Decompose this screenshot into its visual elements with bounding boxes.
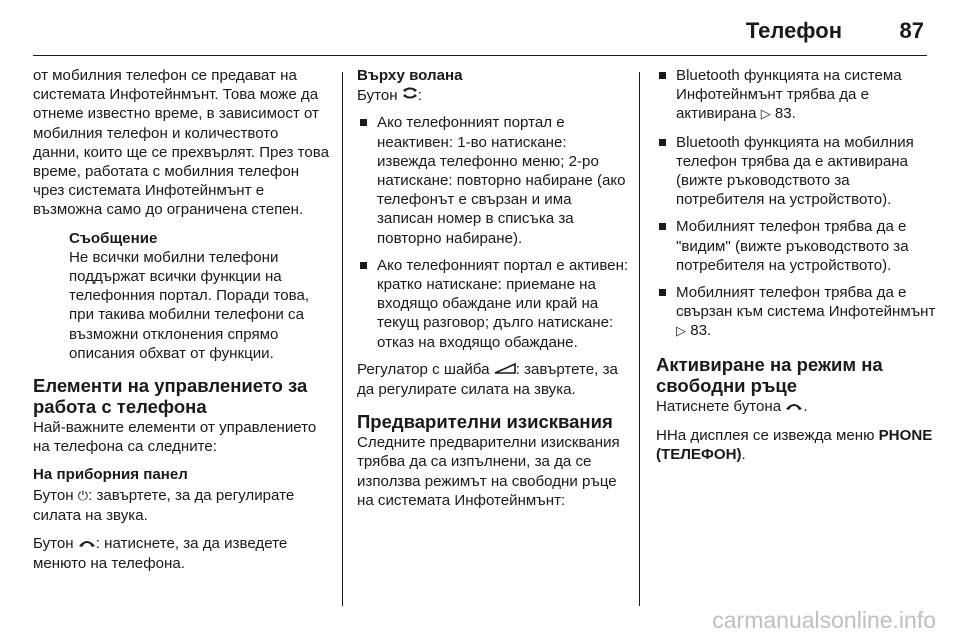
steering-button-list bbox=[357, 113, 629, 351]
heading-steering-wheel: Върху волана bbox=[357, 67, 463, 84]
heading-instrument-panel: На приборния панел bbox=[33, 466, 188, 484]
watermark: carmanualsonline.info bbox=[712, 607, 936, 633]
thumbwheel-icon bbox=[494, 361, 516, 380]
list-item: Ако телефонният портал е активен: кратко натискане: приемане на входящо обаждане или край на текущ разговор; дълго натискане: отказ на входящо обаждане. bbox=[357, 256, 629, 352]
list-item: Мобилният телефон трябва да е свързан към система Инфотейнмънт ▷ 83. bbox=[656, 283, 936, 342]
phone-menu-label: PHONE (ТЕЛЕФОН) bbox=[656, 426, 933, 464]
prerequisites-paragraph: Следните предварителни изисквания трябва да са изпълнени, за да се използва режимът на свободни ръце на системата Инфотейнмънт: bbox=[357, 434, 620, 509]
page-header bbox=[0, 18, 924, 50]
intro-paragraph: от мобилния телефон се предават на системата Инфотейнмънт. Това може да отнеме известно време, в зависимост от мобилния телефон и количеството данни, които ще се прехвърлят. През това време, работата с мобилния телефон чрез системата Инфотейнмънт е възможна само до ограничена степен. bbox=[33, 67, 330, 219]
power-knob-paragraph: Бутон ⏻: завъртете, за да регулирате силата на звука. bbox=[33, 486, 295, 524]
controls-paragraph: Най-важните елементи от управлението на телефона са следните: bbox=[33, 419, 317, 456]
heading-prerequisites: Предварителни изисквания bbox=[357, 411, 613, 433]
note-body: Не всички мобилни телефони поддържат всички функции на телефонния портал. Поради това, при такива мобилни телефони са възможни отклонения спрямо описания обхват от функции. bbox=[69, 248, 310, 362]
list-item: Bluetooth функцията на мобилния телефон трябва да е активирана (вижте ръководството за потребителя на устройството). bbox=[656, 133, 936, 210]
note-title: Съобщение bbox=[69, 229, 158, 247]
list-item: Ако телефонният портал е неактивен: 1-во натискане: извежда телефонно меню; 2-ро натискане: повторно набиране (ако телефонът е свързан и има записан номер в списъка за повторно набиране). bbox=[357, 113, 629, 247]
column-2 bbox=[357, 66, 629, 519]
column-divider bbox=[639, 72, 640, 606]
heading-controls: Елементи на управлението за работа с телефона bbox=[33, 375, 308, 418]
thumbwheel-paragraph: Регулатор с шайба : завъртете, за да регулирате силата на звука. bbox=[357, 360, 618, 399]
page-reference-arrow-icon: ▷ bbox=[676, 324, 686, 340]
phone-handset-icon bbox=[78, 535, 96, 554]
list-item: Bluetooth функцията на система Инфотейнмънт трябва да е активирана ▷ 83. bbox=[656, 66, 936, 125]
column-divider bbox=[342, 72, 343, 606]
power-knob-icon: ⏻ bbox=[77, 488, 89, 504]
heading-handsfree: Активиране на режим на свободни ръце bbox=[656, 353, 883, 396]
page-number: 87 bbox=[899, 18, 924, 43]
steering-button-line: Бутон : bbox=[357, 86, 629, 106]
display-menu-paragraph: ННа дисплея се извежда меню PHONE (ТЕЛЕФОН). bbox=[656, 426, 933, 464]
note-box bbox=[69, 229, 329, 363]
page-reference-arrow-icon: ▷ bbox=[760, 107, 771, 123]
header-rule bbox=[33, 55, 927, 56]
phone-handset-icon bbox=[785, 398, 803, 417]
prerequisites-list bbox=[656, 66, 936, 342]
steering-phone-button-icon bbox=[402, 86, 418, 106]
list-item: Мобилният телефон трябва да е "видим" (вижте ръководството за потребителя на устройството). bbox=[656, 217, 936, 275]
phone-button-paragraph: Бутон : натиснете, за да изведете менюто на телефона. bbox=[33, 535, 288, 573]
press-button-paragraph: Натиснете бутона . bbox=[656, 397, 936, 417]
page-title: Телефон bbox=[745, 18, 842, 43]
column-3 bbox=[656, 66, 936, 473]
column-1 bbox=[33, 66, 329, 582]
